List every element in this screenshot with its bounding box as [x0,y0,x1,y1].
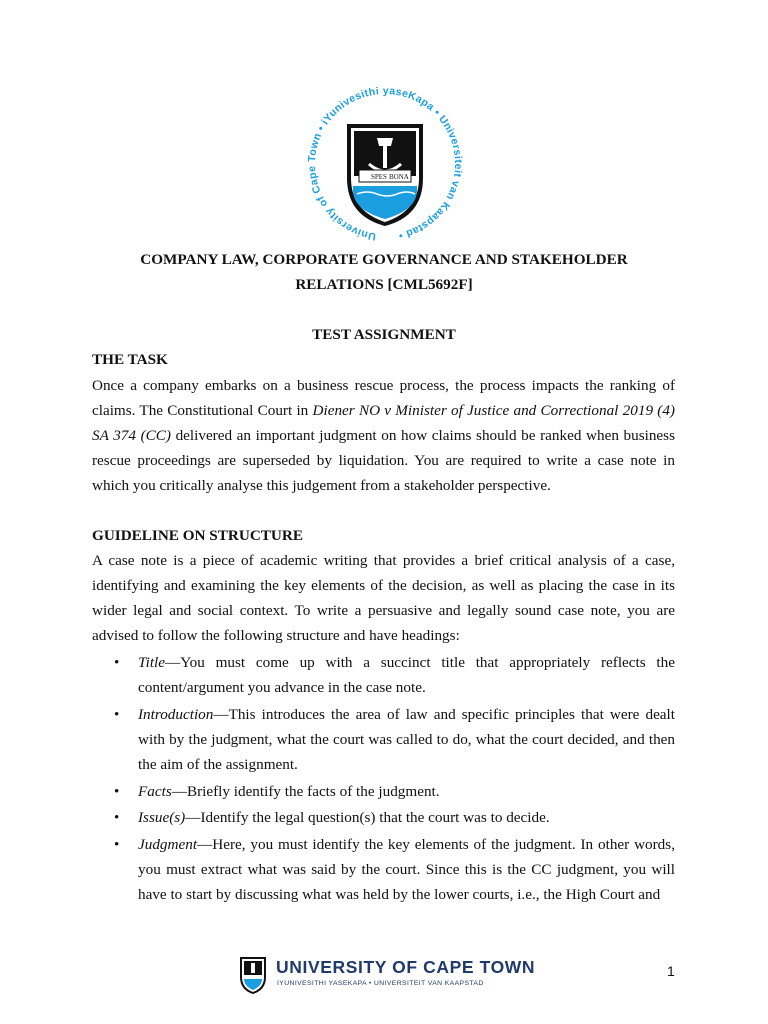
list-item-term: Facts [138,783,172,800]
list-item-term: Issue(s) [138,809,186,826]
list-item [92,702,675,777]
task-heading: THE TASK [92,351,168,368]
motto-right: BONA [389,173,409,181]
task-text-2: delivered an important judgment on how claims should be ranked when business rescue proceedings are superseded by liquidation. You are required to write a case note in which you critically analyse this judgement from a stakeholder perspective. [92,427,675,494]
university-seal [297,86,473,244]
bullet-icon: • [114,783,120,800]
motto-left: SPES [371,173,387,181]
bullet-icon: • [114,809,120,826]
case-citation: Diener NO v Minister of Justice and Correctional 2019 (4) SA 374 (CC) [92,402,675,444]
task-paragraph [92,373,675,498]
guideline-paragraph: A case note is a piece of academic writing that provides a brief critical analysis of a case, identifying and examining the key elements of the decision, as well as placing the case in its wider legal and social context. To write a persuasive and legally sound case note, you are advised to follow the following structure and have headings: [92,552,675,644]
document-title-line-1: COMPANY LAW, CORPORATE GOVERNANCE AND STAKEHOLDER [140,251,628,268]
footer-university-subtitle: IYUNIVESITHI YASEKAPA • UNIVERSITEIT VAN KAAPSTAD [277,980,484,987]
list-item-text: —Briefly identify the facts of the judgment. [171,783,440,800]
list-item-term: Introduction [138,706,214,723]
footer-shield-icon [238,955,268,995]
list-item-term: Judgment [138,836,198,853]
bullet-icon: • [114,706,120,723]
list-item-text: —Identify the legal question(s) that the court was to decide. [185,809,550,826]
seal-ring-text: University of Cape Town • iYunivesithi yaseKapa • Universiteit van Kaapstad • [306,86,465,243]
list-item [92,779,675,804]
bullet-icon: • [114,836,120,853]
footer-university-name: UNIVERSITY OF CAPE TOWN [276,957,536,977]
list-item-term: Title [138,654,166,671]
task-text-1: Once a company embarks on a business rescue process, the process impacts the ranking of claims. The Constitutional Court in [92,377,675,419]
document-subtitle: TEST ASSIGNMENT [312,326,456,343]
bullet-icon: • [114,654,120,671]
list-item-text: —Here, you must identify the key elements of the judgment. In other words, you must extract what was said by the court. Since this is the CC judgment, you will have to start by discussing what was held by the lower courts, i.e., the High Court and [138,836,675,903]
list-item-text: —This introduces the area of law and specific principles that were dealt with by the judgment, what the court was called to do, what the court decided, and then the aim of the assignment. [138,706,675,773]
structure-list [92,650,675,907]
document-title-line-2: RELATIONS [CML5692F] [295,276,473,293]
list-item [92,650,675,700]
page-number: 1 [667,963,675,979]
list-item [92,832,675,907]
shield-icon [347,124,423,226]
list-item [92,805,675,830]
guideline-heading: GUIDELINE ON STRUCTURE [92,527,303,544]
list-item-text: —You must come up with a succinct title that appropriately reflects the content/argument you advance in the case note. [138,654,675,696]
